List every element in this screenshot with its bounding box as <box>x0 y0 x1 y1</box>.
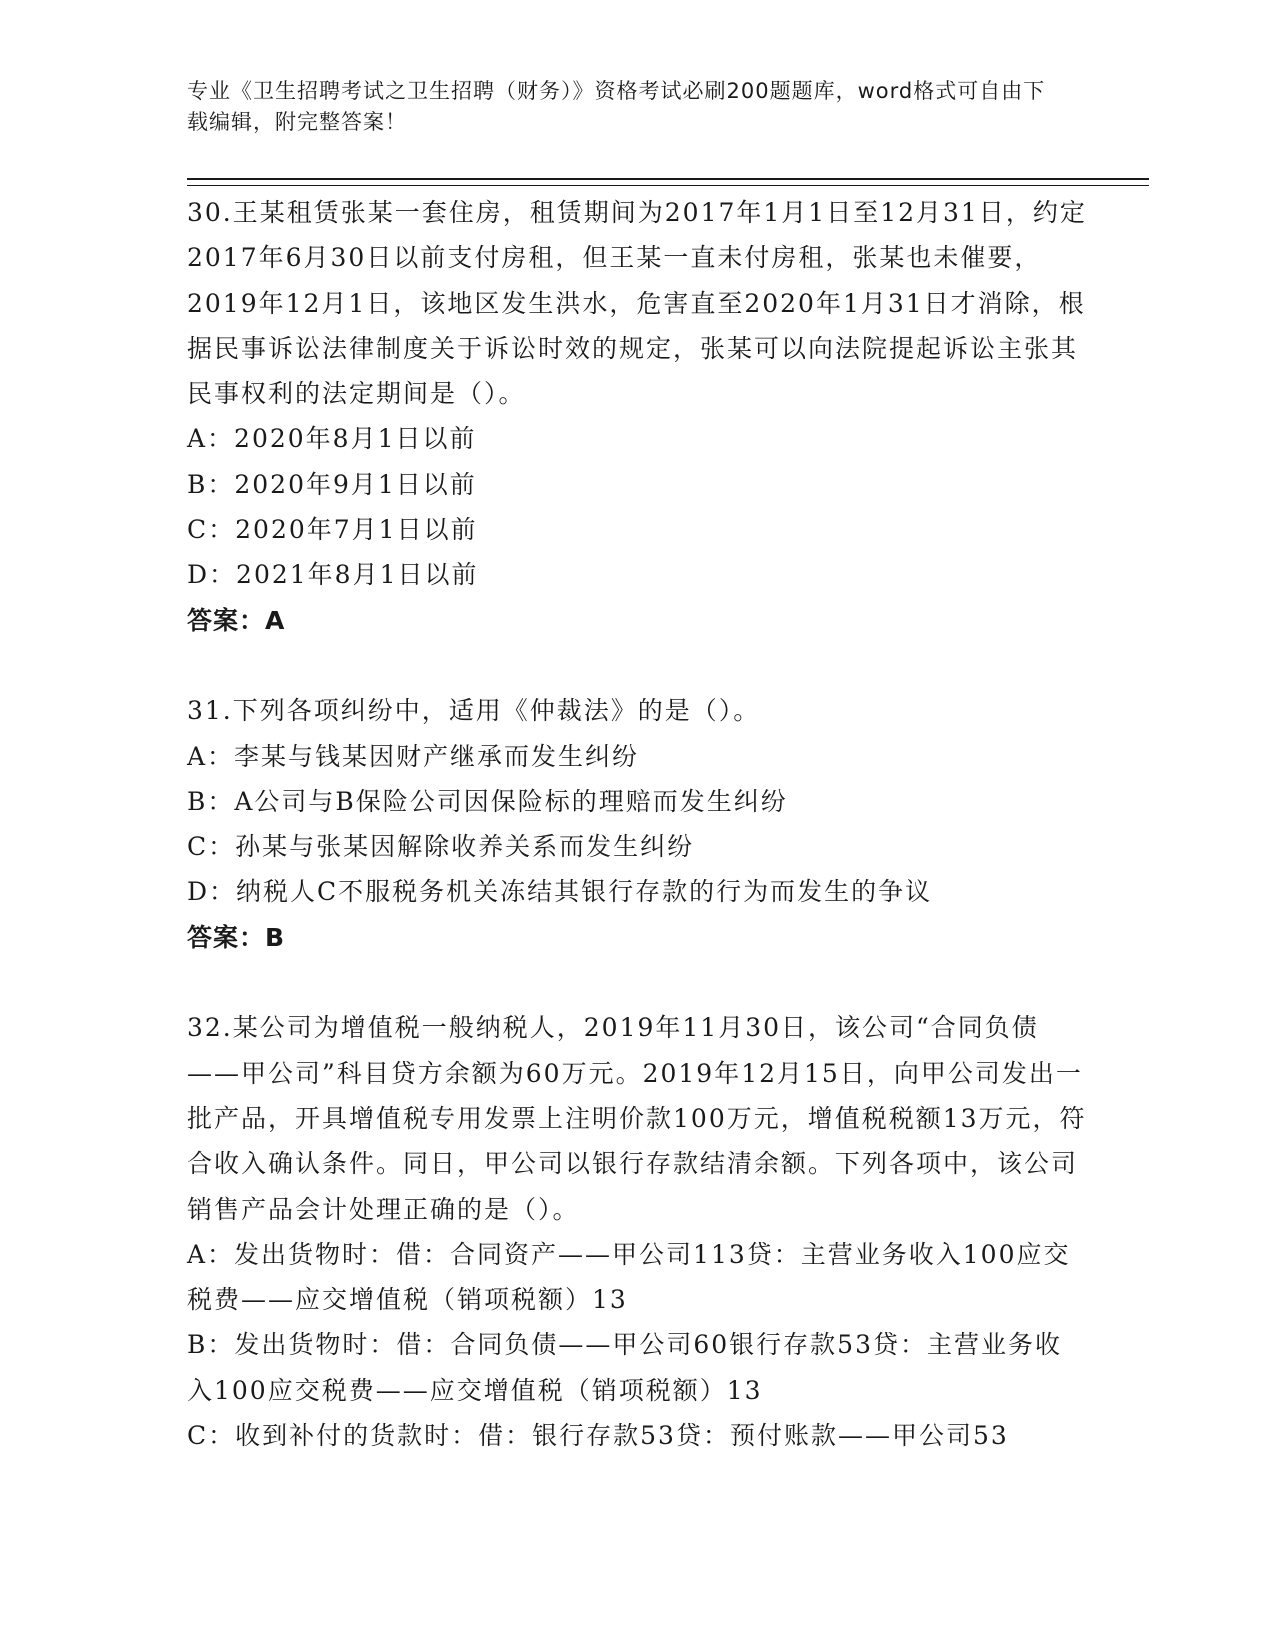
header-text: 专业《卫生招聘考试之卫生招聘（财务）》资格考试必刷200题题库，word格式可自由下载编辑，附完整答案！ <box>187 79 1046 134</box>
option-c: C：收到补付的货款时：借：银行存款53贷：预付账款——甲公司53 <box>187 1421 1009 1451</box>
option-b: B：2020年9月1日以前 <box>187 469 477 499</box>
question-31 <box>187 688 1087 960</box>
question-30 <box>187 190 1087 643</box>
answer-label: 答案：A <box>187 605 286 635</box>
question-stem: 32.某公司为增值税一般纳税人，2019年11月30日，该公司“合同负债——甲公司”科目贷方余额为60万元。2019年12月15日，向甲公司发出一批产品，开具增值税专用发票上注明价款100万元，增值税税额13万元，符合收入确认条件。同日，甲公司以银行存款结清余额。下列各项中，该公司销售产品会计处理正确的是（）。 <box>187 1013 1087 1224</box>
option-a: A：发出货物时：借：合同资产——甲公司113贷：主营业务收入100应交税费——应交增值税（销项税额）13 <box>187 1239 1071 1315</box>
option-a: A：2020年8月1日以前 <box>187 424 477 454</box>
option-c: C：2020年7月1日以前 <box>187 515 478 545</box>
page-header <box>187 76 1067 138</box>
option-b: B：A公司与B保险公司因保险标的理赔而发生纠纷 <box>187 786 788 816</box>
question-32 <box>187 1005 1087 1458</box>
option-d: D：2021年8月1日以前 <box>187 560 479 590</box>
option-a: A：李某与钱某因财产继承而发生纠纷 <box>187 741 640 771</box>
header-divider <box>187 178 1149 186</box>
option-b: B：发出货物时：借：合同负债——甲公司60银行存款53贷：主营业务收入100应交税费——应交增值税（销项税额）13 <box>187 1330 1062 1405</box>
option-d: D：纳税人C不服税务机关冻结其银行存款的行为而发生的争议 <box>187 877 933 907</box>
answer-label: 答案：B <box>187 922 286 952</box>
question-list <box>187 190 1087 1504</box>
question-stem: 30.王某租赁张某一套住房，租赁期间为2017年1月1日至12月31日，约定2017年6月30日以前支付房租，但王某一直未付房租，张某也未催要，2019年12月1日，该地区发生洪水，危害直至2020年1月31日才消除，根据民事诉讼法律制度关于诉讼时效的规定，张某可以向法院提起诉讼主张其民事权利的法定期间是（）。 <box>187 198 1087 409</box>
question-stem: 31.下列各项纠纷中，适用《仲裁法》的是（）。 <box>187 696 761 726</box>
option-c: C：孙某与张某因解除收养关系而发生纠纷 <box>187 832 695 862</box>
